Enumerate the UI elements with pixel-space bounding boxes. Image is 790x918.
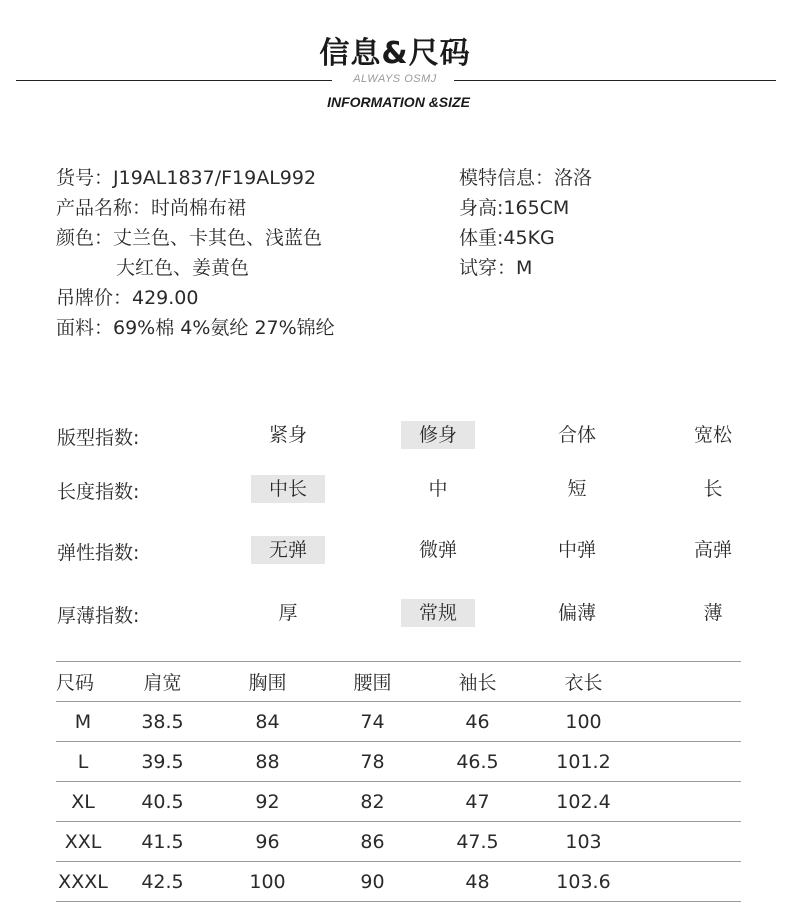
header-cell: 袖长 <box>425 662 530 702</box>
table-cell: 88 <box>215 742 320 782</box>
table-cell: 101.2 <box>530 742 637 782</box>
brand-subtitle: ALWAYS OSMJ <box>353 73 437 85</box>
index-option: 偏薄 <box>557 602 596 624</box>
section-subtitle: INFORMATION &SIZE <box>327 94 470 110</box>
header-cell: 胸围 <box>215 662 320 702</box>
table-cell: 84 <box>215 702 320 742</box>
table-cell: 90 <box>320 862 425 902</box>
info-item-fabric: 面料：69%棉 4%氨纶 27%锦纶 <box>56 317 335 339</box>
table-cell: 39.5 <box>110 742 215 782</box>
index-option: 中 <box>428 478 448 500</box>
index-option: 长 <box>703 478 723 500</box>
table-cell: 82 <box>320 782 425 822</box>
index-option: 宽松 <box>693 424 732 446</box>
table-cell: XXXL <box>56 862 110 902</box>
header-cell: 尺码 <box>56 662 110 702</box>
index-option: 厚 <box>278 602 298 624</box>
table-cell: 41.5 <box>110 822 215 862</box>
index-row-thickness <box>0 593 790 633</box>
info-item-height: 身高:165CM <box>459 197 570 219</box>
index-option: 微弹 <box>418 539 457 561</box>
info-item-price: 吊牌价：429.00 <box>56 287 199 309</box>
index-option: 中弹 <box>557 539 596 561</box>
index-label: 厚薄指数: <box>57 605 140 627</box>
info-item-model: 模特信息：洛洛 <box>459 167 593 189</box>
info-item-sku: 货号：J19AL1837/F19AL992 <box>56 167 317 189</box>
index-option: 合体 <box>557 424 596 446</box>
table-cell: 102.4 <box>530 782 637 822</box>
index-label: 长度指数: <box>57 481 140 503</box>
index-option-selected: 中长 <box>251 475 325 503</box>
table-cell: 74 <box>320 702 425 742</box>
info-item-weight: 体重:45KG <box>459 227 555 249</box>
table-cell: 100 <box>530 702 637 742</box>
table-cell: 78 <box>320 742 425 782</box>
index-row-fit <box>0 415 790 455</box>
table-cell: 103 <box>530 822 637 862</box>
info-item-name: 产品名称：时尚棉布裙 <box>56 197 247 219</box>
table-row <box>56 742 741 782</box>
table-cell: 47 <box>425 782 530 822</box>
index-option: 短 <box>567 478 587 500</box>
header-cell: 衣长 <box>530 662 637 702</box>
index-option: 薄 <box>703 602 723 624</box>
table-cell: 100 <box>215 862 320 902</box>
model-info-right <box>459 163 592 283</box>
table-cell: 92 <box>215 782 320 822</box>
section-title: 信息&尺码 <box>319 36 471 71</box>
header-cell-empty <box>637 662 741 702</box>
index-option-selected: 常规 <box>401 599 475 627</box>
index-option-selected: 无弹 <box>251 536 325 564</box>
index-row-length <box>0 469 790 509</box>
table-cell: L <box>56 742 110 782</box>
index-option: 高弹 <box>693 539 732 561</box>
table-cell: 96 <box>215 822 320 862</box>
info-item-colors-cont: 大红色、姜黄色 <box>116 257 250 279</box>
table-row <box>56 822 741 862</box>
info-item-colors: 颜色：丈兰色、卡其色、浅蓝色 <box>56 227 323 249</box>
table-cell: XL <box>56 782 110 822</box>
index-option: 紧身 <box>268 424 307 446</box>
table-cell: 103.6 <box>530 862 637 902</box>
table-cell: 42.5 <box>110 862 215 902</box>
table-cell: 48 <box>425 862 530 902</box>
table-cell: M <box>56 702 110 742</box>
index-label: 版型指数: <box>57 427 140 449</box>
header-cell: 腰围 <box>320 662 425 702</box>
table-row <box>56 702 741 742</box>
table-header-row <box>56 662 741 702</box>
table-cell: 38.5 <box>110 702 215 742</box>
table-cell-empty <box>637 862 741 902</box>
info-item-tryon: 试穿：M <box>459 257 533 279</box>
table-cell: 86 <box>320 822 425 862</box>
index-option-selected: 修身 <box>401 421 475 449</box>
header-cell: 肩宽 <box>110 662 215 702</box>
table-cell-empty <box>637 822 741 862</box>
table-cell: 40.5 <box>110 782 215 822</box>
index-row-elasticity <box>0 530 790 570</box>
table-row <box>56 782 741 822</box>
table-cell: 47.5 <box>425 822 530 862</box>
table-cell-empty <box>637 742 741 782</box>
table-cell-empty <box>637 702 741 742</box>
table-cell-empty <box>637 782 741 822</box>
table-row <box>56 862 741 902</box>
index-label: 弹性指数: <box>57 542 140 564</box>
table-cell: 46.5 <box>425 742 530 782</box>
table-cell: XXL <box>56 822 110 862</box>
size-table <box>56 661 741 902</box>
product-info-left <box>56 163 335 343</box>
table-cell: 46 <box>425 702 530 742</box>
